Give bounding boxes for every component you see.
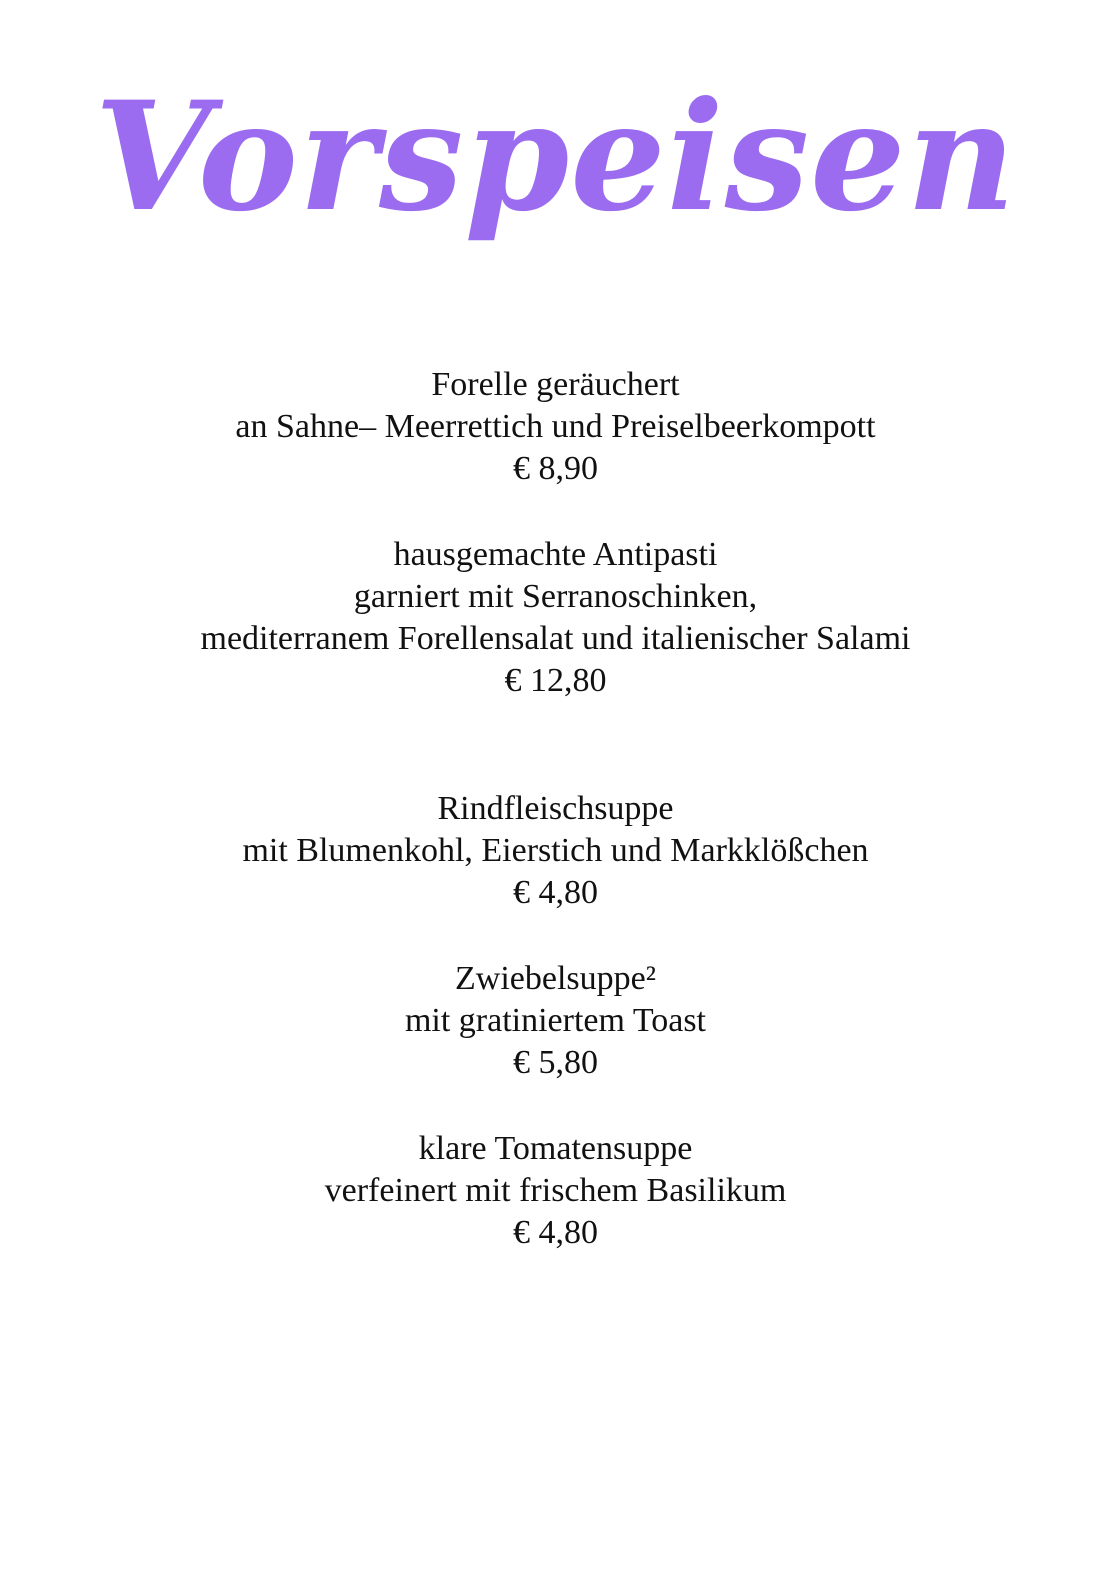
dish-description: mit gratiniertem Toast: [404, 1002, 707, 1039]
dish-price: € 4,80: [513, 874, 598, 911]
dish-price: € 8,90: [513, 450, 598, 487]
dish-item: [0, 364, 1111, 490]
dish-name: Rindfleischsuppe: [437, 790, 674, 827]
dish-name: Zwiebelsuppe²: [455, 960, 656, 997]
dish-price: € 4,80: [513, 1214, 598, 1251]
dish-price: € 5,80: [513, 1044, 598, 1081]
dish-description: garniert mit Serranoschinken,: [353, 578, 758, 615]
dish-name: klare Tomatensuppe: [418, 1130, 693, 1167]
dish-description: verfeinert mit frischem Basilikum: [324, 1172, 787, 1209]
dish-item: [0, 788, 1111, 914]
dish-name: Forelle geräuchert: [431, 366, 680, 403]
dish-item: [0, 534, 1111, 702]
page-title: Vorspeisen: [94, 69, 1017, 245]
dish-name: hausgemachte Antipasti: [393, 536, 718, 573]
dish-item: [0, 958, 1111, 1084]
dish-list: [0, 364, 1111, 1298]
dish-item: [0, 1128, 1111, 1254]
dish-description: an Sahne– Meerrettich und Preiselbeerkompott: [235, 408, 876, 445]
dish-price: € 12,80: [504, 662, 607, 699]
dish-description: mit Blumenkohl, Eierstich und Markklößchen: [242, 832, 869, 869]
dish-description: mediterranem Forellensalat und italienischer Salami: [200, 620, 911, 657]
